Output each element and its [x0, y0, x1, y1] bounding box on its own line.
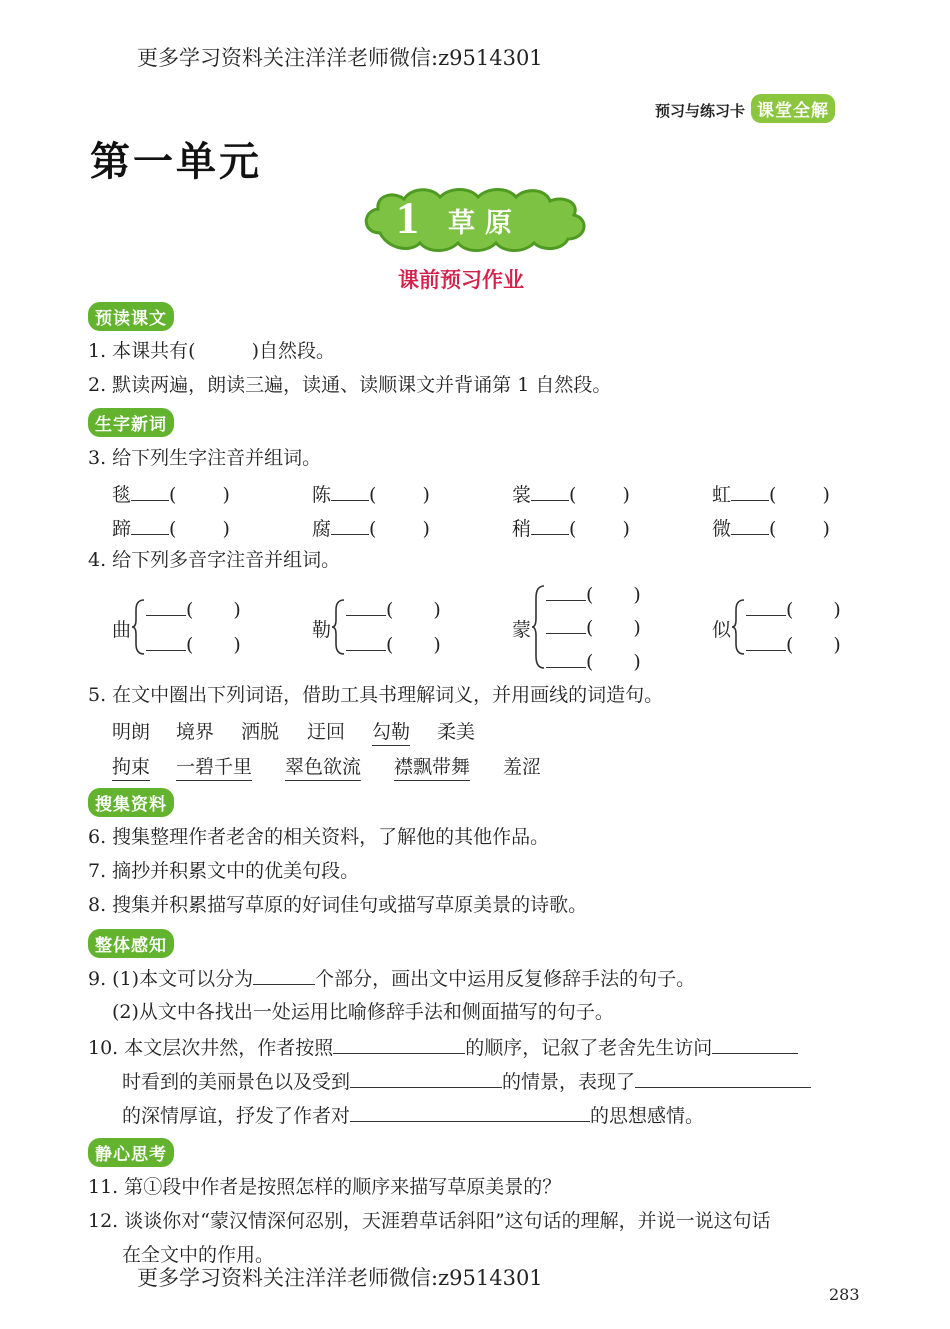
answer-blank[interactable] [253, 966, 315, 985]
q4-char: 蒙 [512, 619, 532, 641]
answer-blank[interactable] [346, 632, 386, 651]
brace-icon [532, 584, 546, 670]
running-header [655, 94, 835, 123]
lesson-title: 草原 [448, 208, 522, 239]
question-12: 12. 谈谈你对“蒙汉情深何忍别，天涯碧草话斜阳”这句话的理解，并说一说这句话 [88, 1210, 771, 1232]
q4-line: ( ) [346, 597, 441, 621]
q4-line: ( ) [546, 649, 641, 673]
answer-blank[interactable] [731, 516, 769, 535]
q4-char: 勒 [312, 619, 332, 641]
question-4: 4. 给下列多音字注音并组词。 [88, 549, 341, 571]
answer-blank[interactable] [146, 597, 186, 616]
answer-blank[interactable] [331, 516, 369, 535]
question-10: 10. 本文层次井然，作者按照 的顺序，记叙了老舍先生访问 [88, 1035, 798, 1060]
vocab-word-underlined: 拘束 [112, 752, 150, 781]
answer-blank[interactable] [546, 582, 586, 601]
question-12-line-2: 在全文中的作用。 [122, 1244, 275, 1266]
vocab-word: 洒脱 [241, 721, 280, 743]
vocab-word: 明朗 [112, 721, 151, 743]
answer-blank[interactable] [635, 1069, 811, 1088]
section-label-new-words: 生字新词 [88, 408, 174, 437]
q1-text-b: )自然段。 [251, 340, 336, 362]
answer-blank[interactable] [712, 1035, 798, 1054]
question-2: 2. 默读两遍，朗读三遍，读通、读顺课文并背诵第 1 自然段。 [88, 374, 612, 396]
q3-item: 陈 ( ) [312, 484, 430, 506]
q4-line: ( ) [746, 597, 841, 621]
header-badge: 课堂全解 [751, 94, 835, 123]
question-9: 9. (1)本文可以分为 个部分，画出文中运用反复修辞手法的句子。 [88, 968, 696, 990]
q3-item: 微 ( ) [712, 518, 830, 540]
q3-item: 腐 ( ) [312, 518, 430, 540]
question-8: 8. 搜集并积累描写草原的好词佳句或描写草原美景的诗歌。 [88, 894, 588, 916]
q3-item: 蹄 ( ) [112, 518, 230, 540]
answer-blank[interactable] [531, 482, 569, 501]
header-left: 预习与练习卡 [655, 102, 746, 120]
brace-icon [332, 598, 346, 656]
vocab-word: 柔美 [437, 721, 476, 743]
question-7: 7. 摘抄并积累文中的优美句段。 [88, 860, 360, 882]
page-subtitle: 课前预习作业 [398, 268, 524, 292]
question-3: 3. 给下列生字注音并组词。 [88, 447, 322, 469]
q3-item: 裳 ( ) [512, 484, 630, 506]
q4-line: ( ) [146, 632, 241, 656]
answer-blank[interactable] [546, 615, 586, 634]
answer-blank[interactable] [350, 1103, 590, 1122]
lesson-number: 1 [396, 192, 419, 243]
page-number: 283 [829, 1285, 860, 1304]
answer-blank[interactable] [131, 482, 169, 501]
section-label-preread: 预读课文 [88, 302, 174, 331]
question-10-line-3: 的深情厚谊，抒发了作者对 的思想感情。 [122, 1105, 705, 1127]
q3-item: 虹 ( ) [712, 484, 830, 506]
q4-line: ( ) [346, 632, 441, 656]
answer-blank[interactable] [746, 597, 786, 616]
section-label-research: 搜集资料 [88, 788, 174, 817]
vocab-word-underlined: 翠色欲流 [285, 752, 361, 781]
brace-icon [732, 598, 746, 656]
lesson-badge [358, 185, 590, 255]
vocab-word-underlined: 勾勒 [372, 717, 410, 746]
vocab-word: 羞涩 [503, 756, 542, 778]
vocab-word-underlined: 一碧千里 [176, 752, 252, 781]
question-1 [88, 339, 335, 363]
answer-blank[interactable] [333, 1035, 465, 1054]
q3-item: 毯 ( ) [112, 484, 230, 506]
q4-line: ( ) [146, 597, 241, 621]
q4-line: ( ) [746, 632, 841, 656]
answer-blank[interactable] [131, 516, 169, 535]
q4-line: ( ) [546, 582, 641, 606]
question-11: 11. 第①段中作者是按照怎样的顺序来描写草原美景的？ [88, 1176, 562, 1198]
q4-char: 似 [712, 619, 732, 641]
answer-blank[interactable] [346, 597, 386, 616]
section-label-reflection: 静心思考 [88, 1138, 174, 1167]
vocab-word: 迂回 [307, 721, 346, 743]
question-5: 5. 在文中圈出下列词语，借助工具书理解词义，并用画线的词造句。 [88, 684, 664, 706]
answer-blank[interactable] [546, 649, 586, 668]
q3-item: 稍 ( ) [512, 518, 630, 540]
q4-char: 曲 [112, 619, 132, 641]
vocab-word-underlined: 襟飘带舞 [394, 752, 470, 781]
answer-blank[interactable] [350, 1069, 502, 1088]
answer-blank[interactable] [746, 632, 786, 651]
q1-text-a: 1. 本课共有( [88, 340, 196, 362]
watermark-bottom: 更多学习资料关注洋洋老师微信:z9514301 [137, 1266, 543, 1290]
answer-blank[interactable] [331, 482, 369, 501]
answer-blank[interactable] [531, 516, 569, 535]
question-10-line-2: 时看到的美丽景色以及受到 的情景，表现了 [122, 1069, 811, 1094]
unit-title: 第一单元 [90, 139, 262, 185]
question-9-part-2: (2)从文中各找出一处运用比喻修辞手法和侧面描写的句子。 [112, 1001, 614, 1023]
q4-line: ( ) [546, 615, 641, 639]
vocab-word: 境界 [176, 721, 215, 743]
answer-blank[interactable] [731, 482, 769, 501]
answer-blank[interactable] [146, 632, 186, 651]
brace-icon [132, 598, 146, 656]
section-label-overview: 整体感知 [88, 929, 174, 958]
watermark-top: 更多学习资料关注洋洋老师微信:z9514301 [137, 46, 543, 70]
question-6: 6. 搜集整理作者老舍的相关资料，了解他的其他作品。 [88, 826, 550, 848]
